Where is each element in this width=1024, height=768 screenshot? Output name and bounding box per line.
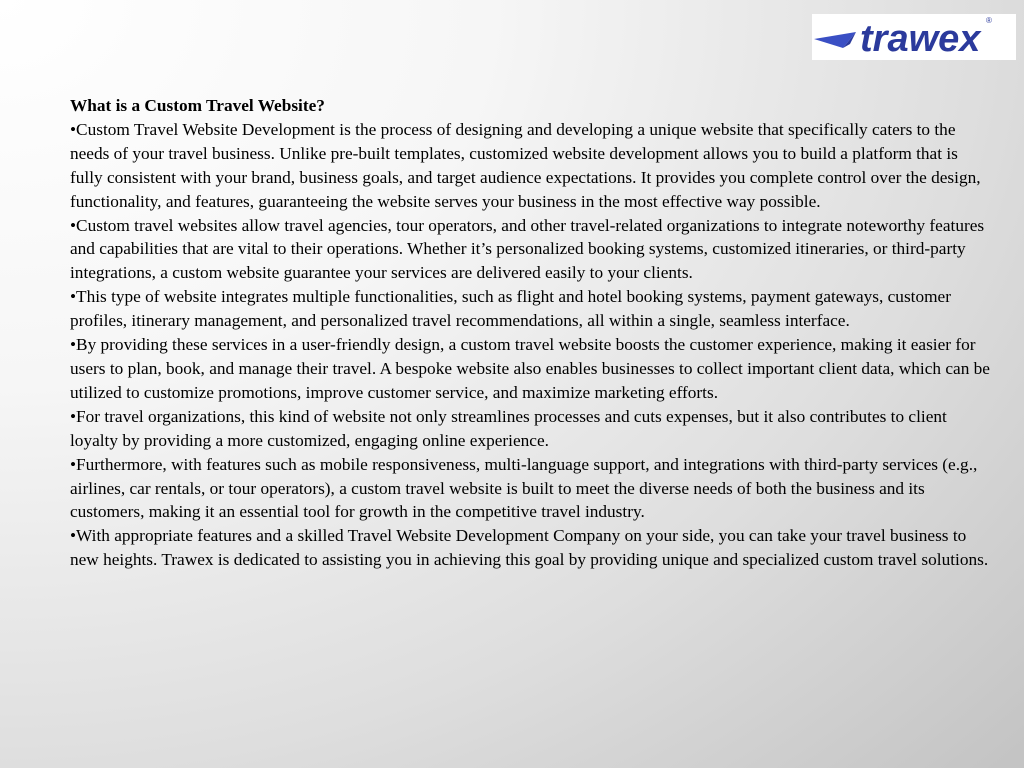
bullet-paragraph: •Custom Travel Website Development is the process of designing and developing a unique website that specifically caters to the needs of your travel business. Unlike pre-built templates, customized website development allows you to build a platform that is fully consistent with your brand, business goals, and target audience expectations. It provides you complete control over the design, functionality, and features, guaranteeing the website serves your business in the most effective way possible.	[70, 119, 981, 211]
trawex-logo	[812, 14, 1016, 60]
trawex-logo-graphic	[812, 14, 1016, 60]
bullet-paragraph: •With appropriate features and a skilled Travel Website Development Company on your side, you can take your travel business to new heights. Trawex is dedicated to assisting you in achieving this goal by providing unique and specialized custom travel solutions.	[70, 526, 989, 570]
body-text	[70, 94, 990, 572]
bullet-paragraph: •For travel organizations, this kind of website not only streamlines processes and cuts expenses, but it also contributes to client loyalty by providing a more customized, engaging online experience.	[70, 406, 947, 450]
bullet-paragraph: •By providing these services in a user-friendly design, a custom travel website boosts the customer experience, making it easier for users to plan, book, and manage their travel. A bespoke website also enables businesses to collect important client data, which can be utilized to customize promotions, improve customer service, and maximize marketing efforts.	[70, 335, 990, 402]
page-title: What is a Custom Travel Website?	[70, 96, 325, 115]
bullet-paragraph: •This type of website integrates multiple functionalities, such as flight and hotel booking systems, payment gateways, customer profiles, itinerary management, and personalized travel recommendations, all within a single, seamless interface.	[70, 287, 951, 331]
bullet-paragraph: •Custom travel websites allow travel agencies, tour operators, and other travel-related organizations to integrate noteworthy features and capabilities that are vital to their operations. Whether it’s personalized booking systems, customized itineraries, or third-party integrations, a custom website guarantee your services are delivered easily to your clients.	[70, 215, 985, 283]
bullet-paragraph: •Furthermore, with features such as mobile responsiveness, multi-language support, and integrations with third-party services (e.g., airlines, car rentals, or tour operators), a custom travel website is built to meet the diverse needs of both the business and its customers, making it an essential tool for growth in the competitive travel industry.	[70, 454, 978, 522]
logo-wordmark: trawex	[860, 18, 981, 60]
registered-mark: ®	[986, 16, 992, 25]
